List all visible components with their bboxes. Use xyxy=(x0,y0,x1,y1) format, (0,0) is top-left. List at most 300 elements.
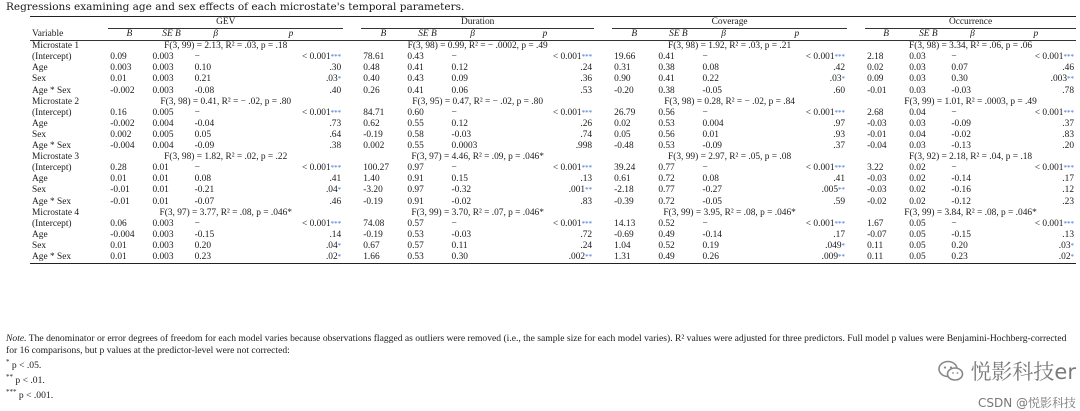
value-b: -0.19 xyxy=(363,229,383,240)
value-p: .37 xyxy=(833,141,846,152)
value-p: .001** xyxy=(568,185,593,196)
value-beta: 0.08 xyxy=(702,63,719,74)
column-gap xyxy=(343,163,361,174)
value-p: .02* xyxy=(996,252,1076,264)
value-p: < 0.001*** xyxy=(1034,107,1074,118)
value-b: 0.28 xyxy=(110,163,127,174)
group-header-coverage: Coverage xyxy=(612,17,847,29)
value-beta: − xyxy=(702,163,708,174)
predictor-label: Sex xyxy=(32,240,47,251)
model-fit-stat: F(3, 99) = 3.70, R² = .07, p = .046* xyxy=(411,207,544,218)
value-p: < 0.001*** xyxy=(301,218,342,229)
table-row xyxy=(30,197,1076,208)
column-gap xyxy=(594,130,612,141)
value-seb: 0.004 xyxy=(152,118,174,129)
significance-stars: *** xyxy=(581,219,593,228)
significance-stars: *** xyxy=(581,164,593,173)
value-b: -2.18 xyxy=(614,185,634,196)
value-b: -0.004 xyxy=(110,141,135,152)
predictor-label: (Intercept) xyxy=(32,218,72,229)
column-gap xyxy=(594,63,612,74)
value-seb: 0.004 xyxy=(152,141,174,152)
value-p: .78 xyxy=(1062,85,1074,96)
value-p: .36 xyxy=(580,74,593,85)
significance-stars: * xyxy=(337,75,342,84)
significance-stars: *** xyxy=(1063,108,1074,117)
significance-item xyxy=(6,373,45,386)
value-beta: -0.27 xyxy=(702,185,722,196)
value-p: < 0.001*** xyxy=(805,163,846,174)
value-seb: 0.43 xyxy=(407,74,424,85)
column-gap xyxy=(343,74,361,85)
value-b: 0.01 xyxy=(110,74,127,85)
value-b: 1.67 xyxy=(867,218,884,229)
value-b: 0.48 xyxy=(363,63,380,74)
significance-stars: *** xyxy=(330,53,342,62)
column-gap xyxy=(847,52,865,63)
value-beta: 0.12 xyxy=(451,118,468,129)
column-gap xyxy=(847,230,865,241)
column-header-b: B xyxy=(612,29,656,41)
value-seb: 0.05 xyxy=(907,252,949,264)
value-seb: 0.05 xyxy=(909,218,926,229)
microstate-label: Microstate 4 xyxy=(32,207,80,218)
column-gap xyxy=(594,119,612,130)
value-b: -0.07 xyxy=(867,229,887,240)
value-p: .40 xyxy=(329,85,342,96)
value-b: -0.03 xyxy=(867,174,887,185)
value-p: .72 xyxy=(580,229,593,240)
value-beta: − xyxy=(194,52,200,63)
column-gap xyxy=(847,252,865,264)
value-b: 100.27 xyxy=(363,163,390,174)
significance-text: p < .05. xyxy=(9,360,42,372)
value-p: .46 xyxy=(1062,63,1074,74)
predictor-label: Sex xyxy=(32,74,47,85)
value-b: 0.09 xyxy=(110,52,127,63)
wechat-icon xyxy=(938,360,964,382)
value-p: .049* xyxy=(825,240,846,251)
column-gap xyxy=(343,152,361,163)
value-p: .59 xyxy=(833,196,846,207)
value-b: 0.09 xyxy=(867,74,884,85)
value-beta: -0.05 xyxy=(702,85,722,96)
value-beta: − xyxy=(451,218,457,229)
value-b: 0.90 xyxy=(614,74,631,85)
significance-stars: *** xyxy=(834,108,846,117)
column-gap xyxy=(343,230,361,241)
value-b: 3.22 xyxy=(867,163,884,174)
significance-text: p < .001. xyxy=(16,390,54,402)
significance-stars: *** xyxy=(834,164,846,173)
model-fit-stat: F(3, 98) = 0.41, R² = − .02, p = .80 xyxy=(160,96,292,107)
model-fit-stat: F(3, 99) = 3.95, R² = .08, p = .046* xyxy=(663,207,796,218)
watermark xyxy=(938,356,1076,411)
column-gap xyxy=(594,208,612,219)
column-gap xyxy=(343,252,361,264)
value-beta: 0.11 xyxy=(451,240,468,251)
value-b: 0.05 xyxy=(614,129,631,140)
predictor-label: Age xyxy=(32,63,48,74)
value-b: 1.31 xyxy=(612,252,656,264)
value-beta: 0.15 xyxy=(451,174,468,185)
value-seb: 0.38 xyxy=(658,85,675,96)
predictor-label: Age xyxy=(32,229,48,240)
column-header-b: B xyxy=(108,29,150,41)
table-caption: Regressions examining age and sex effects of each microstate's temporal parameters. xyxy=(6,1,465,13)
value-p: .93 xyxy=(833,129,846,140)
value-seb: 0.53 xyxy=(658,141,675,152)
value-b: -0.01 xyxy=(867,129,887,140)
value-p: < 0.001*** xyxy=(301,163,342,174)
column-gap xyxy=(847,174,865,185)
value-b: 0.01 xyxy=(108,252,150,264)
value-seb: 0.49 xyxy=(656,252,700,264)
value-p: .83 xyxy=(1062,129,1074,140)
significance-marker: ** xyxy=(6,373,13,381)
value-beta: 0.05 xyxy=(194,129,212,140)
column-gap xyxy=(847,63,865,74)
value-b: -0.69 xyxy=(614,229,634,240)
value-seb: 0.03 xyxy=(909,141,926,152)
value-seb: 0.49 xyxy=(658,229,675,240)
table-row xyxy=(30,86,1076,97)
value-p: .009** xyxy=(747,252,847,264)
table-row xyxy=(30,119,1076,130)
column-gap xyxy=(847,119,865,130)
value-seb: 0.57 xyxy=(407,218,424,229)
value-p: .53 xyxy=(580,85,593,96)
value-seb: 0.005 xyxy=(152,107,174,118)
value-seb: 0.003 xyxy=(152,85,174,96)
value-seb: 0.03 xyxy=(909,85,926,96)
value-b: 0.01 xyxy=(110,174,127,185)
column-gap xyxy=(594,197,612,208)
column-header-seb: SE B xyxy=(150,29,192,41)
significance-item xyxy=(6,388,53,401)
value-beta: − xyxy=(451,107,457,118)
value-seb: 0.77 xyxy=(658,163,675,174)
predictor-label: Age xyxy=(32,118,48,129)
column-header-p: p xyxy=(747,29,847,41)
model-fit-stat: F(3, 99) = 2.97, R² = .05, p = .08 xyxy=(668,152,792,163)
column-gap xyxy=(594,152,612,163)
value-beta: -0.03 xyxy=(951,85,971,96)
value-p: .97 xyxy=(833,118,846,129)
microstate-row xyxy=(30,41,1076,53)
column-header-seb: SE B xyxy=(907,29,949,41)
value-p: .42 xyxy=(833,63,846,74)
value-seb: 0.01 xyxy=(152,196,169,207)
significance-stars: *** xyxy=(1063,164,1074,173)
table-row xyxy=(30,63,1076,74)
value-seb: 0.56 xyxy=(658,129,675,140)
value-seb: 0.53 xyxy=(407,229,424,240)
significance-stars: * xyxy=(337,252,342,261)
column-header-seb: SE B xyxy=(405,29,449,41)
value-b: 0.003 xyxy=(110,63,132,74)
value-beta: -0.05 xyxy=(702,196,722,207)
column-gap xyxy=(594,185,612,196)
regression-table xyxy=(30,16,1076,264)
value-beta: -0.12 xyxy=(951,196,971,207)
table-row xyxy=(30,252,1076,264)
value-seb: 0.04 xyxy=(909,129,926,140)
value-b: 0.02 xyxy=(614,118,631,129)
column-gap xyxy=(594,230,612,241)
column-gap xyxy=(847,108,865,119)
value-p: < 0.001*** xyxy=(1034,218,1074,229)
value-b: -0.19 xyxy=(363,129,383,140)
column-gap xyxy=(343,219,361,230)
value-b: 1.66 xyxy=(361,252,405,264)
value-seb: 0.003 xyxy=(152,63,174,74)
column-gap xyxy=(847,241,865,252)
value-b: 0.02 xyxy=(867,63,884,74)
significance-stars: *** xyxy=(581,108,593,117)
column-gap xyxy=(343,63,361,74)
value-b: 19.66 xyxy=(614,52,636,63)
value-beta: 0.30 xyxy=(951,74,968,85)
column-gap xyxy=(343,97,361,108)
column-gap xyxy=(343,86,361,97)
significance-stars: * xyxy=(337,241,342,250)
value-seb: 0.41 xyxy=(407,63,424,74)
value-seb: 0.003 xyxy=(152,229,174,240)
value-beta: -0.14 xyxy=(951,174,971,185)
value-p: .24 xyxy=(580,63,593,74)
value-b: 2.18 xyxy=(867,52,884,63)
value-beta: − xyxy=(951,218,957,229)
column-gap xyxy=(594,219,612,230)
value-b: 74.08 xyxy=(363,218,385,229)
value-b: 78.61 xyxy=(363,52,385,63)
value-b: 84.71 xyxy=(363,107,385,118)
value-b: 0.11 xyxy=(867,240,884,251)
predictor-label: Age * Sex xyxy=(32,196,72,207)
microstate-row xyxy=(30,97,1076,108)
significance-stars: *** xyxy=(1063,219,1074,228)
value-seb: 0.97 xyxy=(407,185,424,196)
significance-marker: * xyxy=(6,358,10,366)
significance-stars: *** xyxy=(330,164,342,173)
value-seb: 0.52 xyxy=(658,240,675,251)
table-row xyxy=(30,185,1076,196)
value-seb: 0.58 xyxy=(407,129,424,140)
value-p: .83 xyxy=(580,196,593,207)
column-gap xyxy=(847,208,865,219)
value-beta: 0.004 xyxy=(702,118,724,129)
predictor-label: (Intercept) xyxy=(32,163,72,174)
significance-stars: ** xyxy=(838,186,846,195)
model-fit-stat: F(3, 97) = 3.77, R² = .08, p = .046* xyxy=(159,207,292,218)
model-fit-stat: F(3, 98) = 3.34, R² = .06, p = .06 xyxy=(908,41,1033,52)
predictor-label: (Intercept) xyxy=(32,52,72,63)
value-seb: 0.53 xyxy=(405,252,449,264)
value-beta: -0.32 xyxy=(451,185,472,196)
value-seb: 0.41 xyxy=(658,52,675,63)
column-gap xyxy=(343,41,361,53)
value-seb: 0.91 xyxy=(407,174,424,185)
column-header-beta: β xyxy=(949,29,995,41)
column-gap xyxy=(847,130,865,141)
significance-stars: * xyxy=(841,75,846,84)
column-gap xyxy=(594,174,612,185)
model-fit-stat: F(3, 95) = 0.47, R² = − .02, p = .80 xyxy=(412,96,544,107)
value-seb: 0.02 xyxy=(909,163,926,174)
value-p: .60 xyxy=(833,85,846,96)
column-gap xyxy=(594,241,612,252)
watermark-brand: 悦影科技er xyxy=(970,360,1076,384)
column-gap xyxy=(847,97,865,108)
value-beta: 0.09 xyxy=(451,74,468,85)
value-seb: 0.003 xyxy=(152,74,174,85)
note-lead: Note. xyxy=(6,333,27,344)
value-p: < 0.001*** xyxy=(301,52,342,63)
value-beta: -0.16 xyxy=(951,185,971,196)
column-header-beta: β xyxy=(450,29,496,41)
value-b: 0.06 xyxy=(110,218,127,229)
value-beta: -0.13 xyxy=(951,141,971,152)
value-beta: 0.01 xyxy=(702,129,719,140)
value-b: -0.002 xyxy=(110,85,135,96)
value-seb: 0.01 xyxy=(152,163,169,174)
value-p: .02* xyxy=(239,252,343,264)
value-b: 0.26 xyxy=(363,85,380,96)
value-beta: -0.15 xyxy=(951,229,971,240)
column-gap xyxy=(847,141,865,152)
value-seb: 0.003 xyxy=(152,240,174,251)
value-seb: 0.03 xyxy=(909,52,926,63)
table-row xyxy=(30,174,1076,185)
value-p: < 0.001*** xyxy=(552,163,593,174)
value-b: 0.11 xyxy=(865,252,907,264)
value-b: -0.20 xyxy=(614,85,634,96)
value-b: -0.01 xyxy=(110,196,130,207)
value-b: 0.16 xyxy=(110,107,127,118)
value-b: -0.01 xyxy=(110,185,130,196)
model-fit-stat: F(3, 99) = 3.84, R² = .08, p = .046* xyxy=(904,207,1037,218)
value-p: .04* xyxy=(325,240,342,251)
column-gap xyxy=(847,163,865,174)
table-row xyxy=(30,141,1076,152)
value-p: .41 xyxy=(833,174,846,185)
column-gap xyxy=(847,197,865,208)
model-fit-stat: F(3, 98) = 1.82, R² = .02, p = .22 xyxy=(164,152,288,163)
value-b: -0.03 xyxy=(867,118,887,129)
value-p: .13 xyxy=(580,174,593,185)
significance-text: p < .01. xyxy=(13,375,45,387)
column-header-b: B xyxy=(865,29,907,41)
significance-marker: *** xyxy=(6,388,17,396)
value-seb: 0.72 xyxy=(658,174,675,185)
value-seb: 0.03 xyxy=(909,74,926,85)
value-b: -0.48 xyxy=(614,141,634,152)
value-seb: 0.77 xyxy=(658,185,675,196)
microstate-label: Microstate 2 xyxy=(32,96,80,107)
predictor-label: Age * Sex xyxy=(32,141,72,152)
column-header-seb: SE B xyxy=(656,29,700,41)
value-seb: 0.03 xyxy=(909,118,926,129)
table-row xyxy=(30,52,1076,63)
value-beta: − xyxy=(194,107,200,118)
value-beta: − xyxy=(951,52,957,63)
value-p: .37 xyxy=(1062,118,1074,129)
value-seb: 0.005 xyxy=(152,129,174,140)
predictor-label: Age xyxy=(32,174,48,185)
column-gap xyxy=(847,185,865,196)
value-p: .14 xyxy=(329,229,342,240)
value-b: 26.79 xyxy=(614,107,636,118)
value-b: -0.01 xyxy=(867,85,887,96)
column-gap xyxy=(594,141,612,152)
value-beta: -0.21 xyxy=(194,185,215,196)
value-seb: 0.02 xyxy=(909,185,926,196)
column-gap xyxy=(594,74,612,85)
value-b: -3.20 xyxy=(363,185,383,196)
column-header-beta: β xyxy=(700,29,746,41)
column-gap xyxy=(343,52,361,63)
value-p: .12 xyxy=(1062,185,1074,196)
value-beta: 0.0003 xyxy=(451,141,478,152)
microstate-row xyxy=(30,152,1076,163)
model-fit-stat: F(3, 99) = 1.01, R² = .0003, p = .49 xyxy=(904,96,1037,107)
value-p: .005** xyxy=(821,185,846,196)
column-gap xyxy=(343,208,361,219)
column-gap xyxy=(847,74,865,85)
column-header-variable: Variable xyxy=(30,29,108,41)
table-row xyxy=(30,219,1076,230)
value-seb: 0.003 xyxy=(150,252,192,264)
value-beta: 0.08 xyxy=(702,174,719,185)
value-beta: 0.07 xyxy=(951,63,968,74)
microstate-row xyxy=(30,208,1076,219)
column-gap xyxy=(594,108,612,119)
value-b: 0.62 xyxy=(363,118,380,129)
group-header-row xyxy=(30,17,1076,29)
value-p: < 0.001*** xyxy=(805,218,846,229)
value-seb: 0.97 xyxy=(407,163,424,174)
value-beta: -0.03 xyxy=(451,229,472,240)
value-p: .13 xyxy=(1062,229,1074,240)
value-p: .38 xyxy=(329,141,342,152)
value-b: 0.31 xyxy=(614,63,631,74)
value-beta: -0.09 xyxy=(951,118,971,129)
value-beta: − xyxy=(951,163,957,174)
value-beta: − xyxy=(951,107,957,118)
value-beta: − xyxy=(702,52,708,63)
table-row xyxy=(30,130,1076,141)
value-b: 0.002 xyxy=(110,129,132,140)
value-p: < 0.001*** xyxy=(1034,52,1074,63)
significance-stars: *** xyxy=(581,53,593,62)
value-b: 1.04 xyxy=(614,240,631,251)
significance-stars: ** xyxy=(838,252,846,261)
model-fit-stat: F(3, 98) = 0.28, R² = − .02, p = .84 xyxy=(664,96,795,107)
column-gap xyxy=(343,197,361,208)
value-p: .24 xyxy=(580,240,593,251)
column-gap xyxy=(343,29,361,41)
value-beta: 0.21 xyxy=(194,74,212,85)
value-seb: 0.60 xyxy=(407,107,424,118)
value-b: -0.39 xyxy=(614,196,634,207)
value-seb: 0.02 xyxy=(909,174,926,185)
value-seb: 0.53 xyxy=(658,118,675,129)
value-p: .003** xyxy=(1050,74,1074,85)
value-beta: -0.02 xyxy=(951,129,971,140)
value-beta: 0.23 xyxy=(193,252,239,264)
value-beta: -0.08 xyxy=(194,85,215,96)
